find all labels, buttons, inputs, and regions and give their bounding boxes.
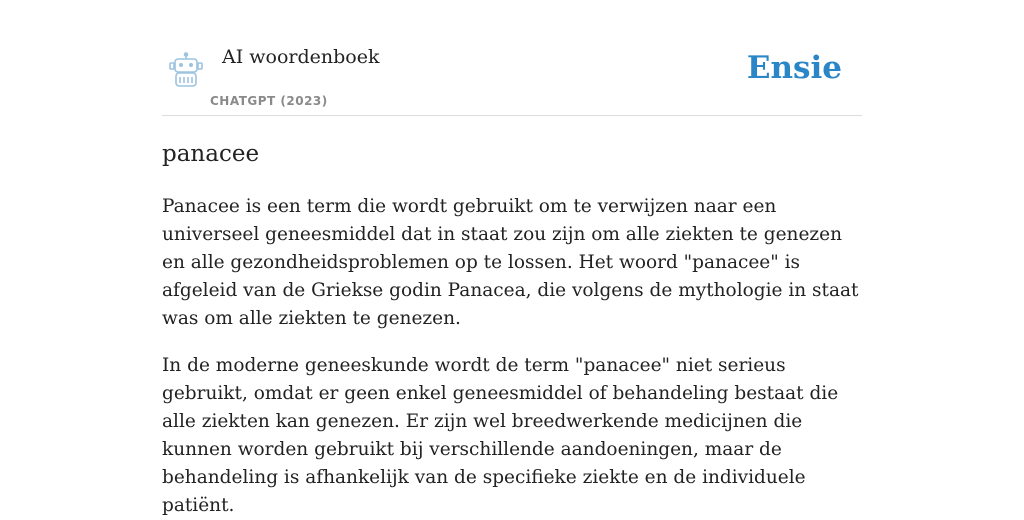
entry-content — [162, 138, 862, 520]
source-label: CHATGPT (2023) — [210, 94, 328, 108]
brand-logo[interactable]: Ensie — [746, 50, 842, 86]
definition-paragraph: Panacee is een term die wordt gebruikt om te verwijzen naar een universeel geneesmiddel dat in staat zou zijn om alle ziekten te genezen en alle gezondheidsproblemen op te lossen. Het woord "panacee" is afgeleid van de Griekse godin Panacea, die volgens de mythologie in staat was om alle ziekten te genezen. — [162, 196, 859, 329]
page-header — [162, 40, 862, 116]
robot-icon — [166, 52, 206, 88]
site-title[interactable]: AI woordenboek — [222, 46, 380, 68]
definition-paragraph: In de moderne geneeskunde wordt de term "panacee" niet serieus gebruikt, omdat er geen enkel geneesmiddel of behandeling bestaat die alle ziekten kan genezen. Er zijn wel breedwerkende medicijnen die kunnen worden gebruikt bij verschillende aandoeningen, maar de behandeling is afhankelijk van de specifieke ziekte en de individuele patiënt. — [162, 355, 839, 516]
entry-word: panacee — [162, 141, 260, 167]
